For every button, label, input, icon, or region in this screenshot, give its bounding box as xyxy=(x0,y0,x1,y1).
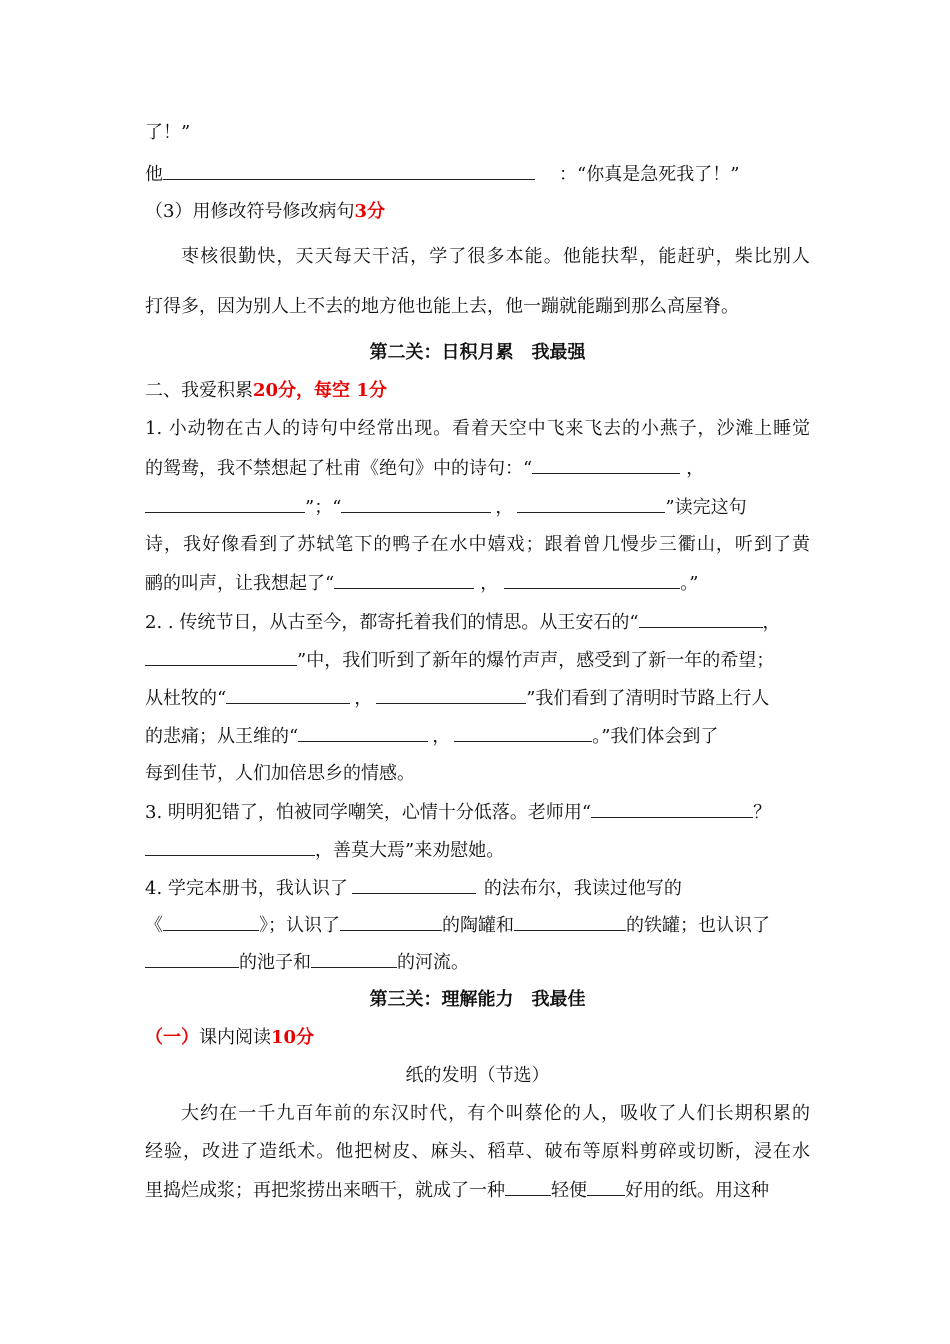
score-label: 10分 xyxy=(271,1027,315,1048)
answer-blank[interactable] xyxy=(587,1177,625,1196)
line-text: 。” xyxy=(680,573,699,594)
text-line xyxy=(145,294,810,320)
answer-line xyxy=(145,837,810,864)
line-text: 的池子和 xyxy=(239,952,311,973)
line-text: 轻便 xyxy=(551,1180,587,1201)
answer-line xyxy=(145,912,810,939)
line-text: 打得多，因为别人上不去的地方他也能上去，他一蹦就能蹦到那么高屋脊。 xyxy=(145,296,739,317)
heading-text: 课内阅读 xyxy=(199,1027,271,1048)
line-text: ， xyxy=(762,612,781,633)
line-text: ， xyxy=(495,497,514,518)
line-text: 的铁罐；也认识了 xyxy=(626,915,770,936)
answer-blank[interactable] xyxy=(504,570,680,589)
answer-blank[interactable] xyxy=(532,455,680,474)
line-text: 经验，改进了造纸术。他把树皮、麻头、稻草、破布等原料剪碎或切断，浸在水 xyxy=(145,1141,810,1162)
line-text: ？ xyxy=(753,802,772,823)
answer-blank[interactable] xyxy=(517,494,665,513)
line-text: 2. . 传统节日，从古至今，都寄托着我们的情思。从王安石的“ xyxy=(145,612,639,633)
line-text: 4. 学完本册书，我认识了 xyxy=(145,878,348,899)
text-line xyxy=(145,532,810,558)
line-text: ，善莫大焉”来劝慰她。 xyxy=(315,840,505,861)
line-text: ”我们看到了清明时节路上行人 xyxy=(526,688,770,709)
score-label: 20分，每空 1分 xyxy=(253,380,387,401)
answer-blank[interactable] xyxy=(298,723,428,742)
line-text: ”中，我们听到了新年的爆竹声声，感受到了新一年的希望； xyxy=(297,650,775,671)
answer-blank[interactable] xyxy=(352,875,476,894)
answer-blank[interactable] xyxy=(163,161,535,180)
section-title: 第三关：理解能力 我最佳 xyxy=(369,989,586,1010)
answer-blank[interactable] xyxy=(226,685,350,704)
question-heading xyxy=(145,199,810,225)
answer-line xyxy=(145,723,810,750)
section-heading xyxy=(145,378,810,404)
line-text: ， xyxy=(432,726,451,747)
article-title: 纸的发明（节选） xyxy=(405,1065,550,1086)
answer-blank[interactable] xyxy=(334,570,474,589)
line-text: ”；“ xyxy=(305,497,342,518)
line-text: 的法布尔，我读过他写的 xyxy=(483,878,682,899)
answer-line xyxy=(145,875,810,902)
answer-blank[interactable] xyxy=(505,1177,551,1196)
line-text: 《 xyxy=(145,915,163,936)
heading-text: 二、我爱积累 xyxy=(145,380,253,401)
text-line xyxy=(145,761,810,787)
answer-blank[interactable] xyxy=(163,912,259,931)
line-text: 3. 明明犯错了，怕被同学嘲笑，心情十分低落。老师用“ xyxy=(145,802,592,823)
line-text: ：“你真是急死我了！” xyxy=(559,164,740,185)
text-line xyxy=(145,1101,810,1127)
line-text: ， xyxy=(686,458,705,479)
score-label: 3分 xyxy=(354,201,385,222)
answer-line xyxy=(145,799,810,826)
answer-blank[interactable] xyxy=(145,494,305,513)
line-text: 大约在一千九百年前的东汉时代，有个叫蔡伦的人，吸收了人们长期积累的 xyxy=(181,1103,810,1124)
line-text: 鹂的叫声，让我想起了“ xyxy=(145,573,335,594)
question-text: （3）用修改符号修改病句 xyxy=(145,201,355,222)
line-text: 的陶罐和 xyxy=(442,915,514,936)
line-text: ”读完这句 xyxy=(665,497,747,518)
answer-line xyxy=(145,570,810,597)
answer-blank[interactable] xyxy=(454,723,592,742)
answer-blank[interactable] xyxy=(145,949,239,968)
line-text: 每到佳节，人们加倍思乡的情感。 xyxy=(145,763,415,784)
line-text: ， xyxy=(480,573,499,594)
line-text: 了！” xyxy=(145,122,191,143)
line-text: 好用的纸。用这种 xyxy=(625,1180,769,1201)
answer-line xyxy=(145,949,810,976)
text-line xyxy=(145,1139,810,1165)
line-text: 的悲痛；从王维的“ xyxy=(145,726,299,747)
line-text: 里捣烂成浆；再把浆捞出来晒干，就成了一种 xyxy=(145,1180,505,1201)
answer-line xyxy=(145,494,810,521)
answer-blank[interactable] xyxy=(376,685,526,704)
answer-line xyxy=(145,455,810,482)
answer-line xyxy=(145,1177,810,1204)
line-text: 。”我们体会到了 xyxy=(592,726,719,747)
answer-blank[interactable] xyxy=(341,494,491,513)
line-text: 诗，我好像看到了苏轼笔下的鸭子在水中嬉戏；跟着曾几慢步三衢山，听到了黄 xyxy=(145,534,810,555)
text-line xyxy=(145,416,810,442)
line-text: 他 xyxy=(145,164,163,185)
answer-blank[interactable] xyxy=(514,912,626,931)
answer-blank[interactable] xyxy=(340,912,442,931)
section-heading xyxy=(145,1025,810,1051)
answer-blank[interactable] xyxy=(145,647,297,666)
line-text: 》；认识了 xyxy=(259,915,340,936)
answer-line xyxy=(145,647,810,674)
answer-line xyxy=(145,685,810,712)
line-text: 的河流。 xyxy=(397,952,469,973)
answer-blank[interactable] xyxy=(639,609,763,628)
section-title: 第二关：日积月累 我最强 xyxy=(369,342,586,363)
line-text: 1. 小动物在古人的诗句中经常出现。看着天空中飞来飞去的小燕子，沙滩上睡觉 xyxy=(145,418,810,439)
text-line xyxy=(145,120,810,146)
answer-blank[interactable] xyxy=(145,837,315,856)
line-text: 的鸳鸯，我不禁想起了杜甫《绝句》中的诗句：“ xyxy=(145,458,533,479)
heading-number: （一） xyxy=(145,1027,199,1048)
line-text: 从杜牧的“ xyxy=(145,688,227,709)
line-text: 枣核很勤快，天天每天干活，学了很多本能。他能扶犁，能赶驴，柴比别人 xyxy=(181,246,810,267)
answer-blank[interactable] xyxy=(311,949,397,968)
answer-line xyxy=(145,161,810,188)
answer-line xyxy=(145,609,810,636)
line-text: ， xyxy=(354,688,373,709)
answer-blank[interactable] xyxy=(591,799,753,818)
text-line xyxy=(145,244,810,270)
